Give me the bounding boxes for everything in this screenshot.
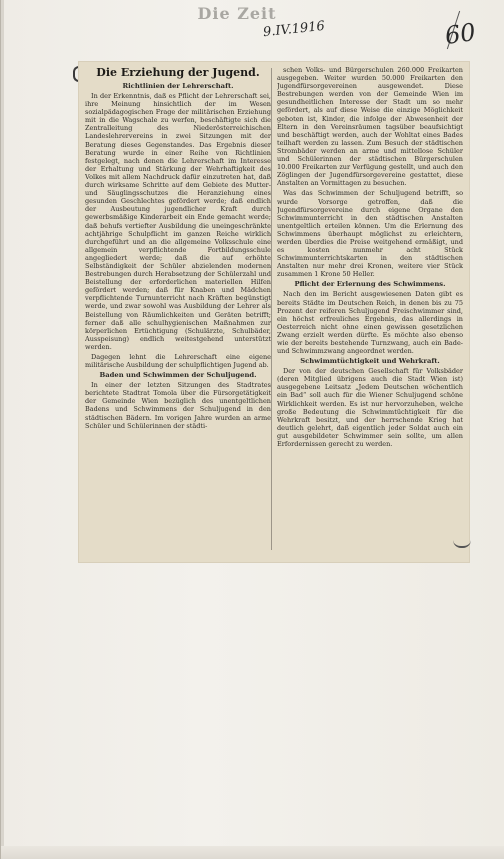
paragraph-baden: In einer der letzten Sitzungen des Stadtrates berichtete Stadtrat Tomola über die Fürsorgetätigkeit der Gemeinde Wien bezüglich des unentgeltlichen Badens und Schwimmens der Schuljugend in den städtischen Bädern. Im vorigen Jahre wurden an arme Schüler und Schülerinnen der städti- — [85, 381, 271, 430]
paragraph-richtlinien: In der Erkenntnis, daß es Pflicht der Lehrerschaft sei, ihre Meinung hinsichtlich der im Wesen sozialpädagogischen Frage der militärischen Erziehung mit in die Wagschale zu werfen, beschäftigte sich die Zentralleitung des Niederösterreichischen Landeslehrervereins in zwei Sitzungen mit der Beratung dieses Gegenstandes. Das Ergebnis dieser Beratung wurde in einer Reihe von Richtlinien festgelegt, nach denen die Lehrerschaft im Interesse der Erhaltung und Stärkung der Wehrhaftigkeit des Volkes mit allem Nachdruck dafür einzutreten hat, daß durch wirksame Schritte auf dem Gebiete des Mutter- und Säuglingsschutzes die Heranziehung eines gesunden Geschlechtes gefördert werde; daß endlich der Ausbeutung jugendlicher Kraft durch gewerbsmäßige Kinderarbeit ein Ende gemacht werde; daß behufs vertiefter Ausbildung die uneingeschränkte achtjährige Schulpflicht im ganzen Reiche wirklich durchgeführt und an die allgemeine Volksschule eine allgemein verpflichtende Fortbildungsschule angegliedert werde; daß die auf erhöhte Selbständigkeit der Schüler abzielenden modernen Bestrebungen durch Herabsetzung der Schülerzahl und Beistellung der erforderlichen materiellen Hilfen gefördert werden; daß für Knaben und Mädchen verpflichtende Turnunterricht nach Kräften begünstigt werde, und zwar sowohl was Ausbildung der Lehrer als Beistellung von Räumlichkeiten und Geräten betrifft; ferner daß alle schulhygienischen Maßnahmen zur körperlichen Ertüchtigung (Schulärzte, Schulbäder, Ausspeisung) endlich weitestgehend unterstützt werden. — [85, 92, 271, 351]
section-heading-baden: Baden und Schwimmen der Schuljugend. — [99, 371, 257, 380]
handwritten-page-number: 60 — [443, 18, 478, 50]
paragraph-ablehnung: Dagegen lehnt die Lehrerschaft eine eigene militärische Ausbildung der schulpflichtigen Jugend ab. — [85, 353, 271, 370]
column-divider — [271, 68, 272, 550]
newspaper-clipping — [79, 62, 469, 562]
handwritten-date: 9.IV.1916 — [262, 18, 326, 41]
card-edge — [1, 0, 4, 859]
paragraph-wehrkraft: Der von der deutschen Gesellschaft für Volksbäder (deren Mitglied übrigens auch die Stadt Wien ist) ausgegebene Leitsatz „Jedem Deutschen wöchentlich ein Bad“ soll auch für die Wiener Schuljugend schöne Wirklichkeit werden. Es ist nur hervorzuheben, welche große Bedeutung die Schwimmtüchtigkeit für die Wehrkraft besitzt, und der herrschende Krieg hat deutlich gelehrt, daß eigentlich jeder Soldat auch ein gut ausgebildeter Schwimmer sein sollte, um allen Erfordernissen gerecht zu werden. — [277, 367, 463, 449]
paragraph-schwimmunterricht: Was das Schwimmen der Schuljugend betrifft, so wurde Vorsorge getroffen, daß die Jugendfürsorgevereine durch eigene Organe den Schwimmunterricht in den städtischen Anstalten unentgeltlich erteilen können. Um die Erlernung des Schwimmens überhaupt möglichst zu erleichtern, werden überdies die Preise weitgehend ermäßigt, und es kosten nunmehr acht Stück Schwimmunterrichtskarten in den städtischen Anstalten nur mehr drei Kronen, weitere vier Stück zusammen 1 Krone 50 Heller. — [277, 189, 463, 279]
section-heading-pflicht: Pflicht der Erlernung des Schwimmens. — [294, 280, 446, 289]
article-subtitle: Richtlinien der Lehrerschaft. — [122, 82, 234, 90]
section-heading-wehrkraft: Schwimmtüchtigkeit und Wehrkraft. — [300, 357, 440, 366]
card-bottom-edge — [1, 846, 504, 859]
masthead-stamp: Die Zeit — [197, 4, 277, 23]
article-column-right — [277, 66, 463, 558]
article-column-left — [85, 66, 271, 558]
paragraph-freikarten: schen Volks- und Bürgerschulen 260.000 Freikarten ausgegeben. Weiter wurden 50.000 Freikarten den Jugendfürsorgevereinen ausgewendet. Diese Bestrebungen werden von der Gemeinde Wien im gesundheitlichen Interesse der Stadt um so mehr gefördert, als auf diese Weise die einzige Möglichkeit geboten ist, Kinder, die infolge der Abwesenheit der Eltern in den Vereinsräumen tagsüber beaufsichtigt und beschäftigt werden, auch der Wohltat eines Bades teilhaft werden zu lassen. Zum Besuch der städtischen Strombäder werden an arme und mittellose Schüler und Schülerinnen der städtischen Bürgerschulen 10.000 Freikarten zur Verfügung gestellt, und auch den Zöglingen der Jugendfürsorgevereine gestattet, diese Anstalten an Vormittagen zu besuchen. — [277, 66, 463, 188]
paragraph-pflicht: Nach den im Bericht ausgewiesenen Daten gibt es bereits Städte im Deutschen Reich, in denen bis zu 75 Prozent der reiferen Schuljugend Freischwimmer sind, ein höchst erfreuliches Ergebnis, das allerdings in Oesterreich nicht ohne einen gewissen gesetzlichen Zwang erzielt werden dürfte. Es möchte also ebenso wie der bereits bestehende Turnzwang, auch ein Bade- und Schwimmzwang angeordnet werden. — [277, 290, 463, 356]
article-title: Die Erziehung der Jugend. — [96, 66, 260, 79]
